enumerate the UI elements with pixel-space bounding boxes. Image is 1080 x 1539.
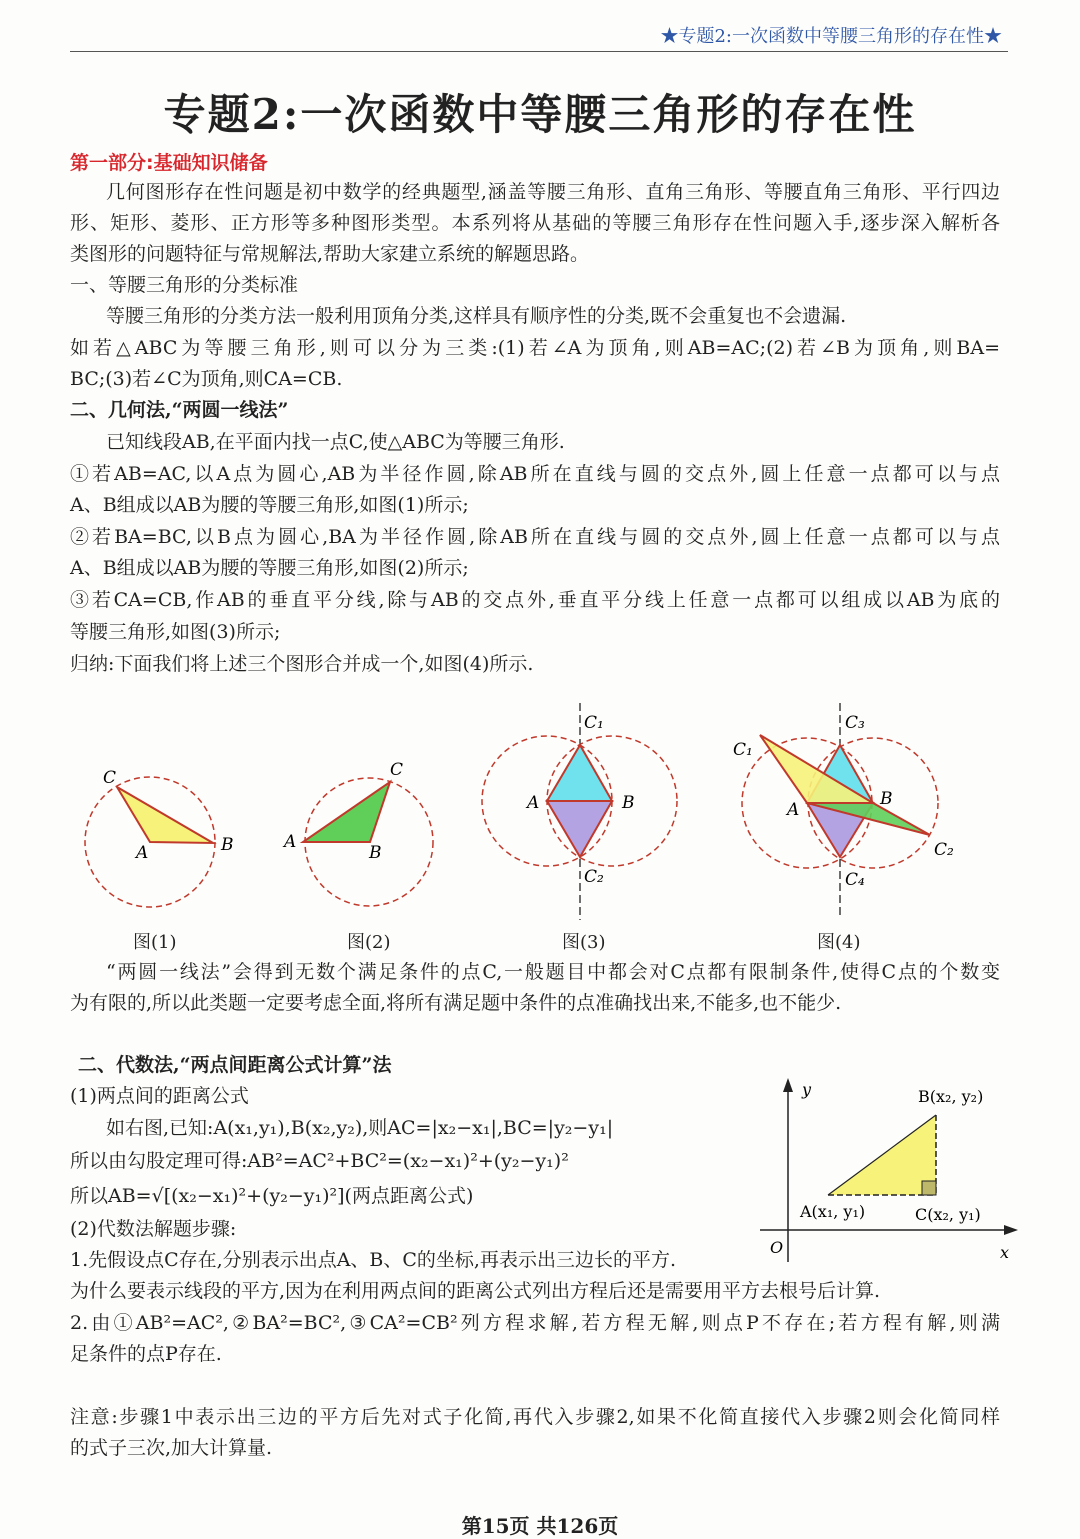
intro-line: 形、矩形、菱形、正方形等多种图形类型。本系列将从基础的等腰三角形存在性问题入手,逐步深入解析各: [70, 212, 1000, 234]
figure-caption: 图(2): [347, 932, 391, 953]
label-A: A: [284, 832, 297, 852]
part2-subheading: (2)代数法解题步骤:: [70, 1218, 237, 1240]
label-A: A: [136, 843, 149, 863]
section2-line: A、B组成以AB为腰的等腰三角形,如图(1)所示;: [70, 494, 469, 516]
part1-heading: 第一部分:基础知识储备: [70, 152, 268, 174]
origin-label: O: [770, 1238, 784, 1257]
formula-line: 所以AB=√[(x₂−x₁)²+(y₂−y₁)²](两点距离公式): [70, 1185, 474, 1207]
label-C1: C₁: [584, 713, 604, 733]
label-C: C: [103, 768, 117, 788]
figure-4: [733, 703, 954, 915]
page-title: 专题2:一次函数中等腰三角形的存在性: [163, 90, 917, 139]
step-line: 足条件的点P存在.: [70, 1343, 222, 1365]
x-axis-label: x: [1000, 1243, 1010, 1262]
running-header: ★专题2:一次函数中等腰三角形的存在性★: [660, 26, 1002, 47]
step-line: 2.由①AB²=AC²,②BA²=BC²,③CA²=CB²列方程求解,若方程无解,则点P不存在;若方程有解,则满: [70, 1312, 1000, 1334]
label-A: A: [527, 793, 540, 813]
figure-caption: 图(1): [133, 932, 177, 953]
point-C-label: C(x₂, y₁): [915, 1205, 981, 1224]
y-axis-label: y: [802, 1080, 812, 1099]
intro-line: 类图形的问题特征与常规解法,帮助大家建立系统的解题思路。: [70, 243, 590, 265]
section2-line: A、B组成以AB为腰的等腰三角形,如图(2)所示;: [70, 557, 469, 579]
section1-line: 如若△ABC为等腰三角形,则可以分为三类:(1)若∠A为顶角,则AB=AC;(2)若∠B为顶角,则BA=: [70, 337, 1000, 359]
part2-heading: 二、代数法,“两点间距离公式计算”法: [78, 1054, 392, 1076]
formula-line: 所以由勾股定理可得:AB²=AC²+BC²=(x₂−x₁)²+(y₂−y₁)²: [70, 1150, 569, 1172]
label-A: A: [787, 800, 800, 820]
label-B: B: [221, 835, 234, 855]
figure-1: [85, 768, 234, 907]
figure-caption: 图(4): [817, 932, 861, 953]
label-C: C: [390, 760, 404, 780]
formula-line: 如右图,已知:A(x₁,y₁),B(x₂,y₂),则AC=|x₂−x₁|,BC=|y₂−y₁|: [106, 1117, 614, 1139]
label-C1: C₁: [733, 740, 753, 760]
section2-line: ①若AB=AC,以A点为圆心,AB为半径作圆,除AB所在直线与圆的交点外,圆上任意一点都可以与点: [70, 463, 1000, 485]
after-figure-line: 为有限的,所以此类题一定要考虑全面,将所有满足题中条件的点准确找出来,不能多,也不能少.: [70, 992, 842, 1014]
label-C4: C₄: [845, 870, 865, 890]
page-number: 第15页 共126页: [461, 1514, 619, 1538]
section2-line: 已知线段AB,在平面内找一点C,使△ABC为等腰三角形.: [106, 431, 565, 453]
point-B-label: B(x₂, y₂): [918, 1087, 984, 1106]
section1-heading: 一、等腰三角形的分类标准: [70, 274, 299, 296]
section2-line: 归纳:下面我们将上述三个图形合并成一个,如图(4)所示.: [70, 653, 534, 675]
note-line: 的式子三次,加大计算量.: [70, 1437, 273, 1459]
figure-3: [482, 703, 677, 920]
figure-2: [282, 760, 433, 906]
step-line: 1.先假设点C存在,分别表示出点A、B、C的坐标,再表示出三边长的平方.: [70, 1249, 677, 1271]
section2-heading: 二、几何法,“两圆一线法”: [70, 399, 289, 421]
section2-line: 等腰三角形,如图(3)所示;: [70, 621, 281, 643]
intro-line: 几何图形存在性问题是初中数学的经典题型,涵盖等腰三角形、直角三角形、等腰直角三角形、平行四边: [106, 181, 1000, 203]
section2-line: ②若BA=BC,以B点为圆心,BA为半径作圆,除AB所在直线与圆的交点外,圆上任意一点都可以与点: [70, 526, 1000, 548]
label-C2: C₂: [934, 840, 954, 860]
section2-line: ③若CA=CB,作AB的垂直平分线,除与AB的交点外,垂直平分线上任意一点都可以组成以AB为底的: [70, 589, 1000, 611]
label-B: B: [369, 843, 382, 863]
figure-caption: 图(3): [562, 932, 606, 953]
label-C2: C₂: [584, 867, 604, 887]
section1-line: BC;(3)若∠C为顶角,则CA=CB.: [70, 368, 343, 390]
note-line: 注意:步骤1中表示出三边的平方后先对式子化简,再代入步骤2,如果不化简直接代入步骤2则会化简同样: [70, 1406, 1000, 1428]
section1-line: 等腰三角形的分类方法一般利用顶角分类,这样具有顺序性的分类,既不会重复也不会遗漏.: [106, 305, 847, 327]
after-figure-line: “两圆一线法”会得到无数个满足条件的点C,一般题目中都会对C点都有限制条件,使得C点的个数变: [106, 961, 1000, 983]
part2-subheading: (1)两点间的距离公式: [70, 1085, 249, 1107]
step-line: 为什么要表示线段的平方,因为在利用两点间的距离公式列出方程后还是需要用平方去根号后计算.: [70, 1280, 881, 1302]
point-A-label: A(x₁, y₁): [800, 1202, 866, 1221]
label-B: B: [622, 793, 635, 813]
label-B: B: [880, 789, 893, 809]
label-C3: C₃: [845, 713, 865, 733]
